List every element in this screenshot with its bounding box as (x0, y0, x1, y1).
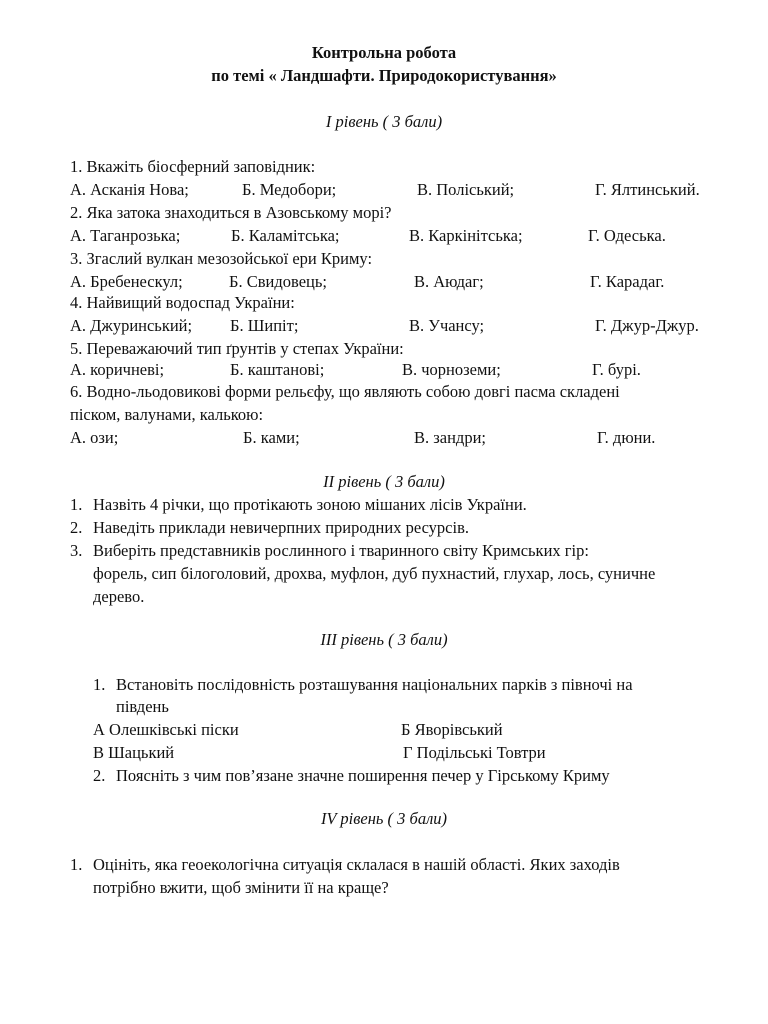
park-b: Б Яворівський (401, 720, 503, 739)
level-1-heading: І рівень ( 3 бали) (325, 112, 443, 131)
l2-item-3-num: 3. (70, 541, 83, 560)
q3-option-b: Б. Свидовець; (229, 272, 327, 291)
q5-option-c: В. чорноземи; (402, 360, 501, 379)
park-a: А Олешківські піски (93, 720, 239, 739)
question-2-text: 2. Яка затока знаходиться в Азовському морі? (70, 203, 392, 222)
q1-option-c: В. Поліський; (417, 180, 515, 199)
l3-item-1-text: Встановіть послідовність розташування національних парків з півночі на (116, 675, 633, 694)
question-4-text: 4. Найвищий водоспад України: (70, 293, 295, 312)
l2-item-1-num: 1. (70, 495, 83, 514)
l2-item-3-list: форель, сип білоголовий, дрохва, муфлон, дуб пухнастий, глухар, лось, суничне (93, 564, 656, 583)
q2-option-d: Г. Одеська. (588, 226, 666, 245)
l3-item-2-num: 2. (93, 766, 106, 785)
park-d: Г Подільські Товтри (403, 743, 546, 762)
q3-option-d: Г. Карадаг. (590, 272, 665, 291)
q3-option-c: В. Аюдаг; (414, 272, 484, 291)
q1-option-d: Г. Ялтинський. (595, 180, 700, 199)
l2-item-2-text: Наведіть приклади невичерпних природних ресурсів. (93, 518, 470, 537)
l2-item-1-text: Назвіть 4 річки, що протікають зоною мішаних лісів України. (93, 495, 527, 514)
title-line-1: Контрольна робота (311, 43, 457, 62)
level-3-heading: ІІІ рівень ( 3 бали) (320, 630, 448, 649)
l2-item-3-text: Виберіть представників рослинного і тваринного світу Кримських гір: (93, 541, 589, 560)
q6-option-c: В. зандри; (414, 428, 486, 447)
question-1-text: 1. Вкажіть біосферний заповідник: (70, 157, 316, 176)
q4-option-d: Г. Джур-Джур. (595, 316, 699, 335)
q4-option-a: А. Джуринський; (70, 316, 193, 335)
q1-option-a: А. Асканія Нова; (70, 180, 189, 199)
question-3-text: 3. Згаслий вулкан мезозойської ери Криму: (70, 249, 373, 268)
q2-option-a: А. Таганрозька; (70, 226, 181, 245)
question-6-text-cont: піском, валунами, калькою: (70, 405, 264, 424)
q6-option-a: А. ози; (70, 428, 119, 447)
l3-item-1-num: 1. (93, 675, 106, 694)
l4-item-1-num: 1. (70, 855, 83, 874)
question-5-text: 5. Переважаючий тип ґрунтів у степах України: (70, 339, 404, 358)
l2-item-3-list-cont: дерево. (93, 587, 145, 606)
q2-option-b: Б. Каламітська; (231, 226, 340, 245)
l4-item-1-text-cont: потрібно вжити, щоб змінити її на краще? (93, 878, 389, 897)
park-c: В Шацький (93, 743, 175, 762)
l2-item-2-num: 2. (70, 518, 83, 537)
l4-item-1-text: Оцініть, яка геоекологічна ситуація склалася в нашій області. Яких заходів (93, 855, 620, 874)
q6-option-b: Б. ками; (243, 428, 300, 447)
l3-item-2-text: Поясніть з чим пов’язане значне поширення печер у Гірському Криму (116, 766, 610, 785)
q4-option-c: В. Учансу; (409, 316, 485, 335)
q6-option-d: Г. дюни. (597, 428, 656, 447)
q3-option-a: А. Бребенескул; (70, 272, 183, 291)
q1-option-b: Б. Медобори; (242, 180, 337, 199)
q5-option-b: Б. каштанові; (230, 360, 325, 379)
l3-item-1-text-cont: південь (116, 697, 169, 716)
level-4-heading: ІV рівень ( 3 бали) (320, 809, 448, 828)
q2-option-c: В. Каркінітська; (409, 226, 523, 245)
q5-option-d: Г. бурі. (592, 360, 641, 379)
q4-option-b: Б. Шипіт; (230, 316, 299, 335)
q5-option-a: А. коричневі; (70, 360, 165, 379)
title-line-2: по темі « Ландшафти. Природокористування» (211, 66, 557, 85)
level-2-heading: ІІ рівень ( 3 бали) (323, 472, 445, 491)
question-6-text: 6. Водно-льодовикові форми рельєфу, що являють собою довгі пасма складені (70, 382, 620, 401)
